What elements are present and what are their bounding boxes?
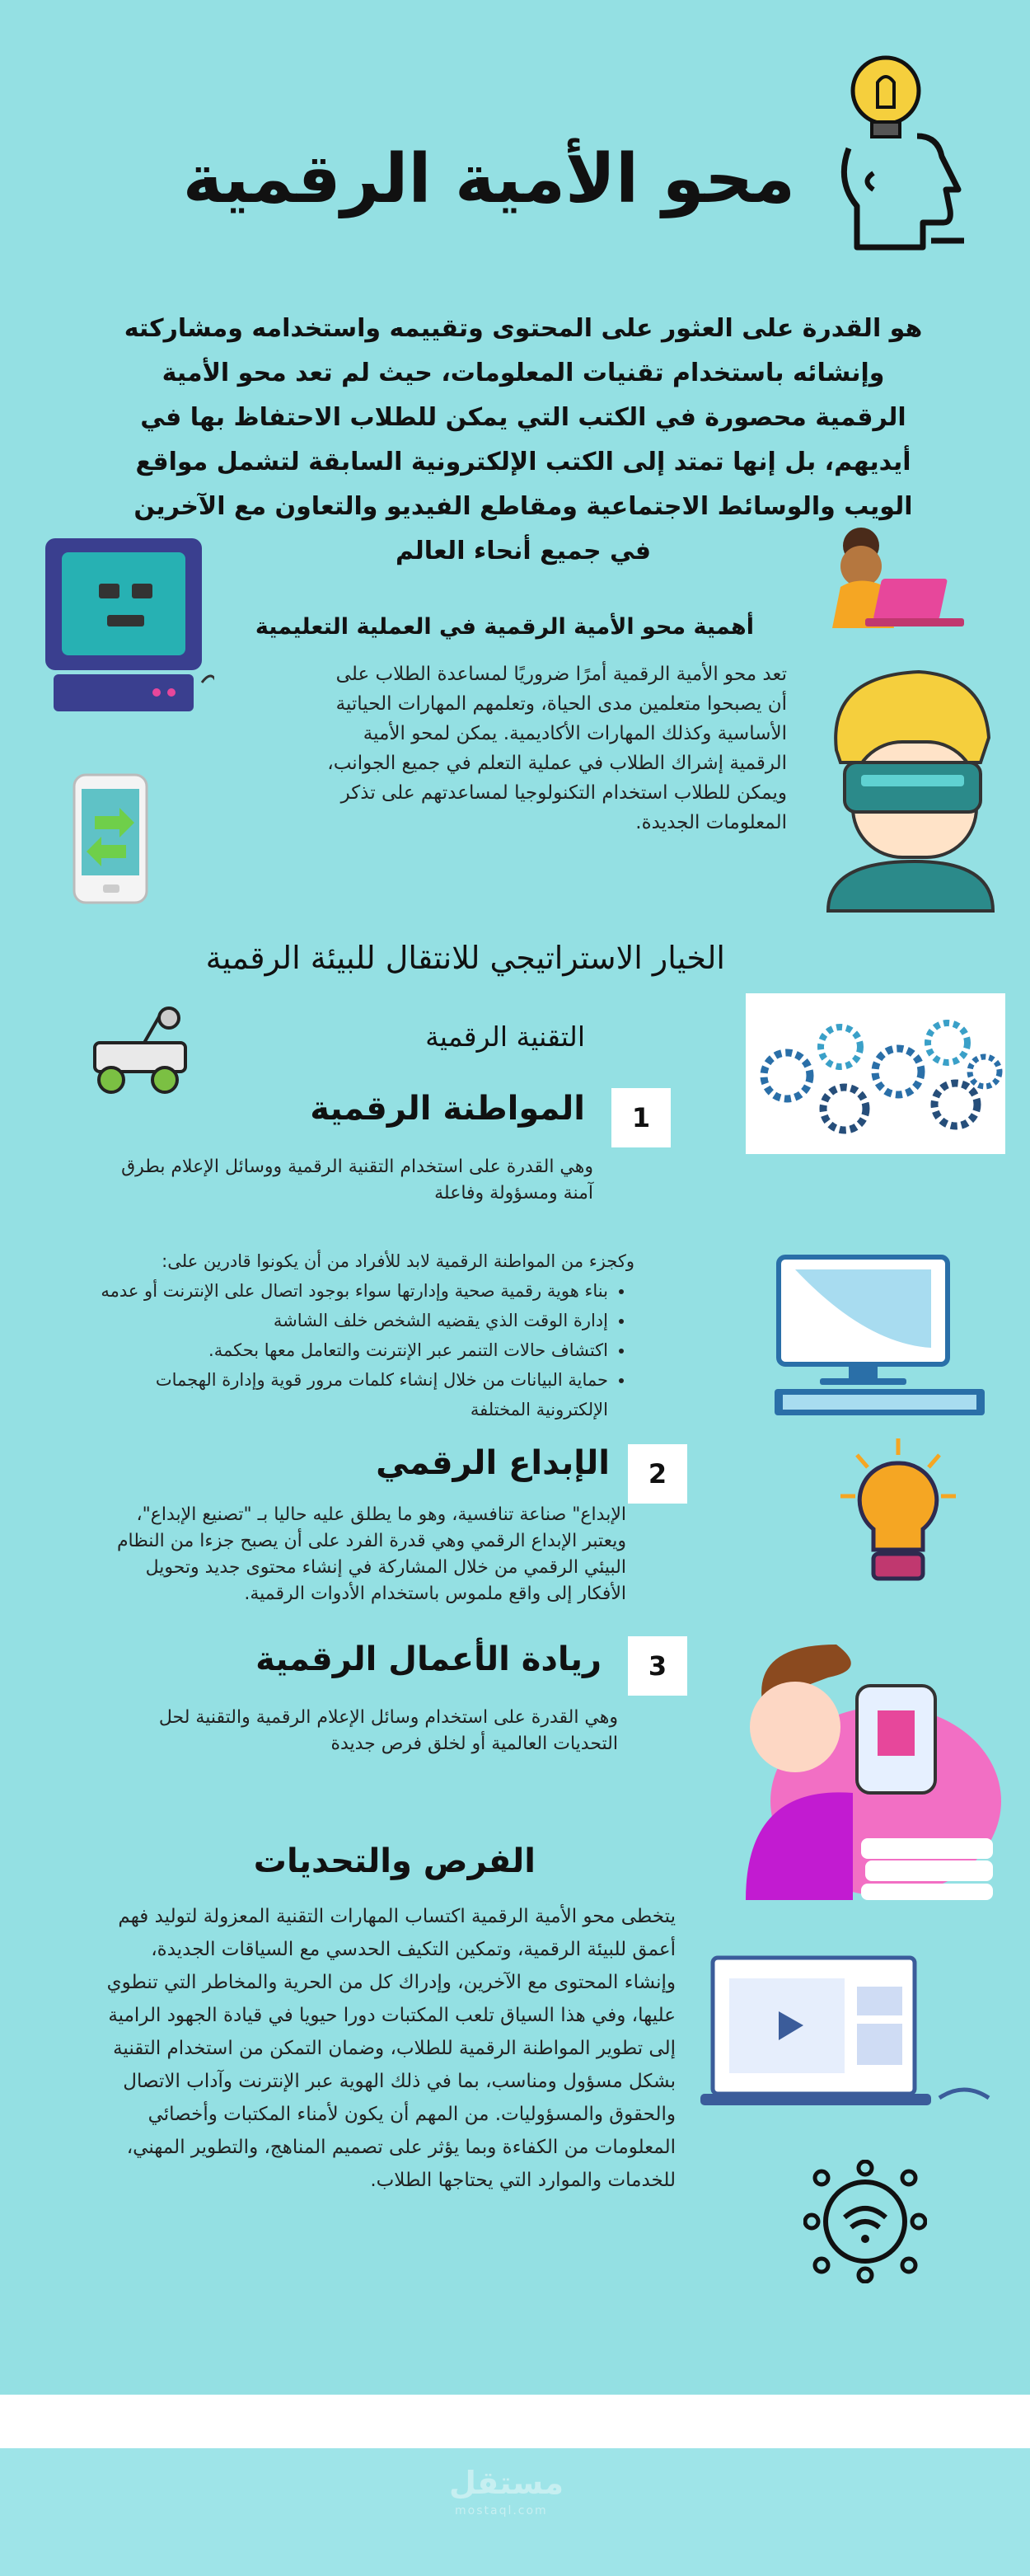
strategy-subtitle: التقنية الرقمية bbox=[425, 1021, 585, 1053]
importance-paragraph: تعد محو الأمية الرقمية أمرًا ضروريًا لمساعدة الطلاب على أن يصبحوا متعلمين مدى الحياة، وتعلمهم المهارات الحياتية الأساسية وكذلك المهارات الأكاديمية. يمكن لمحو الأمية الرقمية إشراك الطلاب في عملية التعلم في جميع الجوانب، ويمكن للطلاب استخدام التكنولوجيا لمساعدتهم على تذكر المعلومات الجديدة. bbox=[327, 664, 787, 833]
wifi-network-icon bbox=[803, 2160, 927, 2283]
item-number-box: 2 bbox=[628, 1444, 687, 1504]
item-title-entrepreneurship: ريادة الأعمال الرقمية bbox=[255, 1640, 602, 1678]
list-item: • إدارة الوقت الذي يقضيه الشخص خلف الشاشة bbox=[99, 1306, 608, 1335]
item-title-citizenship: المواطنة الرقمية bbox=[310, 1090, 585, 1128]
desktop-computer-icon bbox=[770, 1253, 989, 1418]
item-number-box: 1 bbox=[611, 1088, 671, 1147]
item-desc-entrepreneurship: وهي القدرة على استخدام وسائل الإعلام الرقمية والتقنية لحل التحديات العالمية أو لخلق فرص جديدة bbox=[158, 1707, 618, 1754]
page-title: محو الأمية الرقمية bbox=[182, 140, 795, 218]
laptop-video-icon bbox=[700, 1954, 997, 2114]
head-lightbulb-icon bbox=[832, 49, 972, 256]
phone-transfer-icon bbox=[70, 771, 152, 907]
strategy-title: الخيار الاستراتيجي للانتقال للبيئة الرقمية bbox=[205, 940, 725, 976]
lightbulb-icon bbox=[840, 1434, 956, 1599]
watermark-url: mostaql.com bbox=[455, 2504, 548, 2517]
retro-computer-icon bbox=[41, 534, 214, 724]
citizenship-list bbox=[99, 1246, 634, 1424]
opportunities-title: الفرص والتحديات bbox=[253, 1842, 536, 1880]
item-desc-creativity: الإبداع" صناعة تنافسية، وهو ما يطلق عليه حاليا بـ "تصنيع الإبداع"، ويعتبر الإبداع الرقمي وهي قدرة الفرد على أن يصبح جزءا من النظام البيئي الرقمي من خلال المشاركة في إنشاء محتوى جديد وتحويل الأفكار إلى واقع ملموس باستخدام الأدوات الرقمية. bbox=[116, 1504, 626, 1604]
item-number-box: 3 bbox=[628, 1636, 687, 1696]
divider-band bbox=[0, 2395, 1030, 2448]
list-item: • بناء هوية رقمية صحية وإدارتها سواء بوجود اتصال على الإنترنت أو عدمه bbox=[99, 1276, 608, 1306]
item-title-creativity: الإبداع الرقمي bbox=[376, 1444, 610, 1482]
vr-boy-icon bbox=[824, 659, 997, 915]
intro-paragraph: هو القدرة على العثور على المحتوى وتقييمه واستخدامه ومشاركته وإنشائه باستخدام تقنيات المعلومات، حيث لم تعد محو الأمية الرقمية محصورة في الكتب التي يمكن للطلاب الاحتفاظ بها في أيديهم، بل إنها تمتد إلى الكتب الإلكترونية السابقة لتشمل مواقع الويب والوسائط الاجتماعية ومقاطع الفيديو والتعاون مع الآخرين في جميع أنحاء العالم bbox=[124, 314, 923, 565]
girl-laptop-icon bbox=[816, 521, 972, 636]
opportunities-paragraph: يتخطى محو الأمية الرقمية اكتساب المهارات التقنية المعزولة لتوليد فهم أعمق للبيئة الرقمية، وتمكين التكيف الحدسي مع السياقات الجديدة، وإنشاء المحتوى مع الآخرين، وإدراك كل من الحرية والمخاطر التي تنطوي عليها، وفي هذا السياق تلعب المكتبات دورا حيويا في قيادة الجهود الرامية إلى تطوير المواطنة الرقمية للطلاب، وضمان التمكن من استخدام التقنية بشكل مسؤول ومناسب، بما في ذلك الهوية عبر الإنترنت وآداب الاتصال والحقوق والمسؤوليات. من المهم أن يكون لأمناء المكتبات وأخصائي المعلومات من الكفاءة وبما يؤثر على تصميم المناهج، والتطوير المهني، للخدمات والموارد التي يحتاجها الطلاب. bbox=[106, 1906, 676, 2191]
list-item: • اكتشاف حالات التنمر عبر الإنترنت والتعامل معها بحكمة. bbox=[99, 1335, 608, 1365]
importance-heading: أهمية محو الأمية الرقمية في العملية التعليمية bbox=[255, 614, 754, 640]
list-item: • حماية البيانات من خلال إنشاء كلمات مرور قوية وإدارة الهجمات الإلكترونية المختلفة bbox=[99, 1365, 608, 1424]
citizenship-intro: وكجزء من المواطنة الرقمية لابد للأفراد من أن يكونوا قادرين على: bbox=[162, 1251, 634, 1271]
item-desc-citizenship: وهي القدرة على استخدام التقنية الرقمية ووسائل الإعلام بطرق آمنة ومسؤولة وفاعلة bbox=[121, 1157, 593, 1204]
gears-network-icon bbox=[746, 993, 1005, 1154]
watermark-logo: مستقل bbox=[449, 2465, 564, 2501]
boy-phone-icon bbox=[705, 1636, 1009, 1900]
rover-robot-icon bbox=[87, 1002, 198, 1100]
